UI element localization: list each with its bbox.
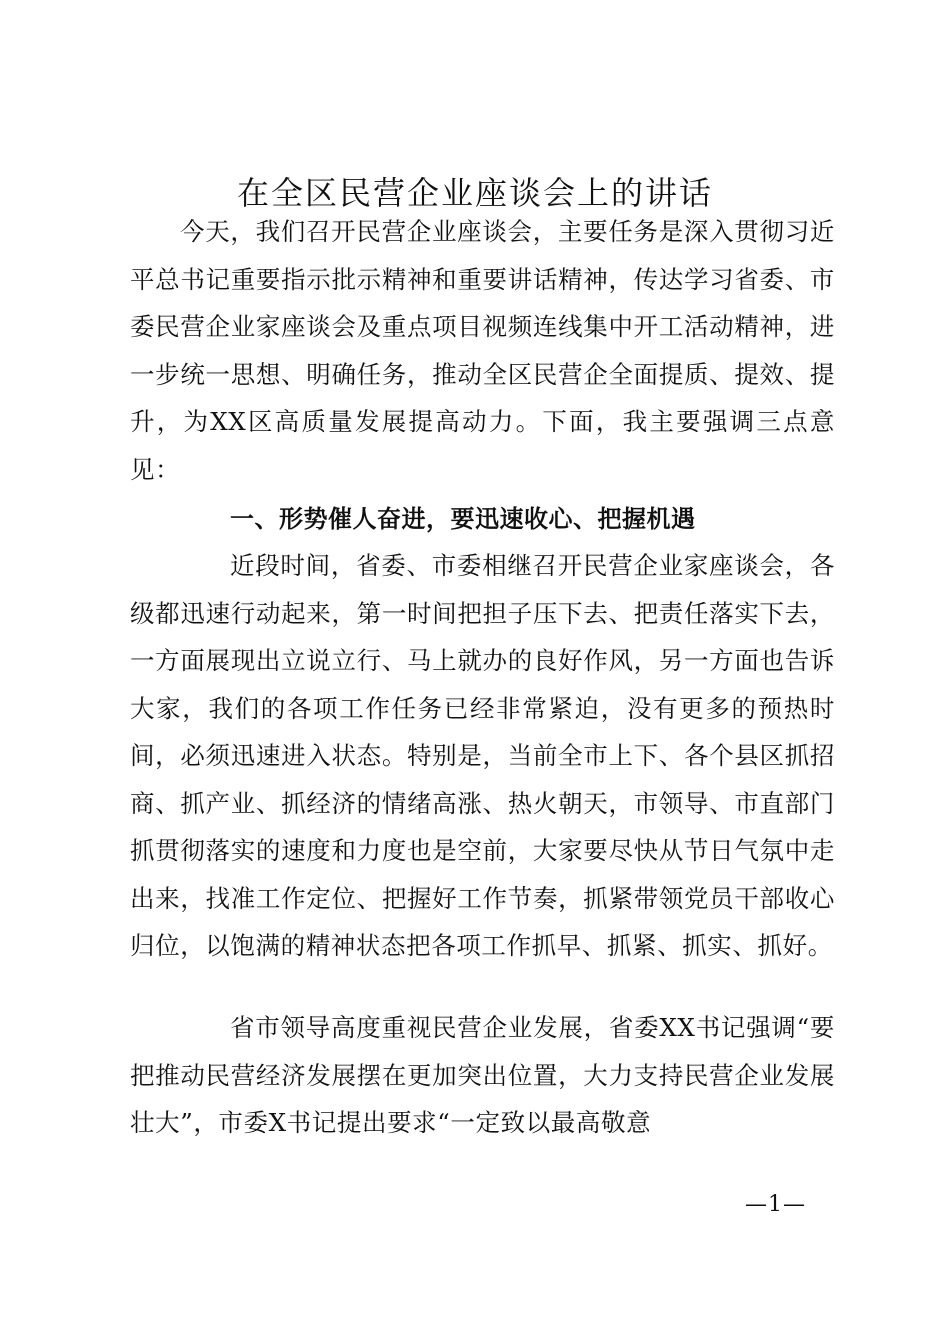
section-heading: 一、形势催人奋进，要迅速收心、把握机遇 — [230, 505, 696, 533]
document-title: 在全区民营企业座谈会上的讲话 — [236, 174, 713, 212]
section-paragraph-2: 省市领导高度重视民营企业发展，省委XX书记强调“要把推动民营经济发展摆在更加突出位置，大力支持民营企业发展壮大”，市委X书记提出要求“一定致以最高敬意 — [130, 1013, 835, 1137]
page-number: —1— — [745, 1192, 806, 1217]
intro-paragraph: 今天，我们召开民营企业座谈会，主要任务是深入贯彻习近平总书记重要指示批示精神和重要讲话精神，传达学习省委、市委民营企业家座谈会及重点项目视频连线集中开工活动精神，进一步统一思想、明确任务，推动全区民营企全面提质、提效、提升，为XX区高质量发展提高动力。下面，我主要强调三点意见： — [130, 217, 835, 484]
section-paragraph-1: 近段时间，省委、市委相继召开民营企业家座谈会，各级都迅速行动起来，第一时间把担子压下去、把责任落实下去，一方面展现出立说立行、马上就办的良好作风，另一方面也告诉大家，我们的各项工作任务已经非常紧迫，没有更多的预热时间，必须迅速进入状态。特别是，当前全市上下、各个县区抓招商、抓产业、抓经济的情绪高涨、热火朝天，市领导、市直部门抓贯彻落实的速度和力度也是空前，大家要尽快从节日气氛中走出来，找准工作定位、把握好工作节奏，抓紧带领党员干部收心归位，以饱满的精神状态把各项工作抓早、抓紧、抓实、抓好。 — [130, 551, 835, 960]
